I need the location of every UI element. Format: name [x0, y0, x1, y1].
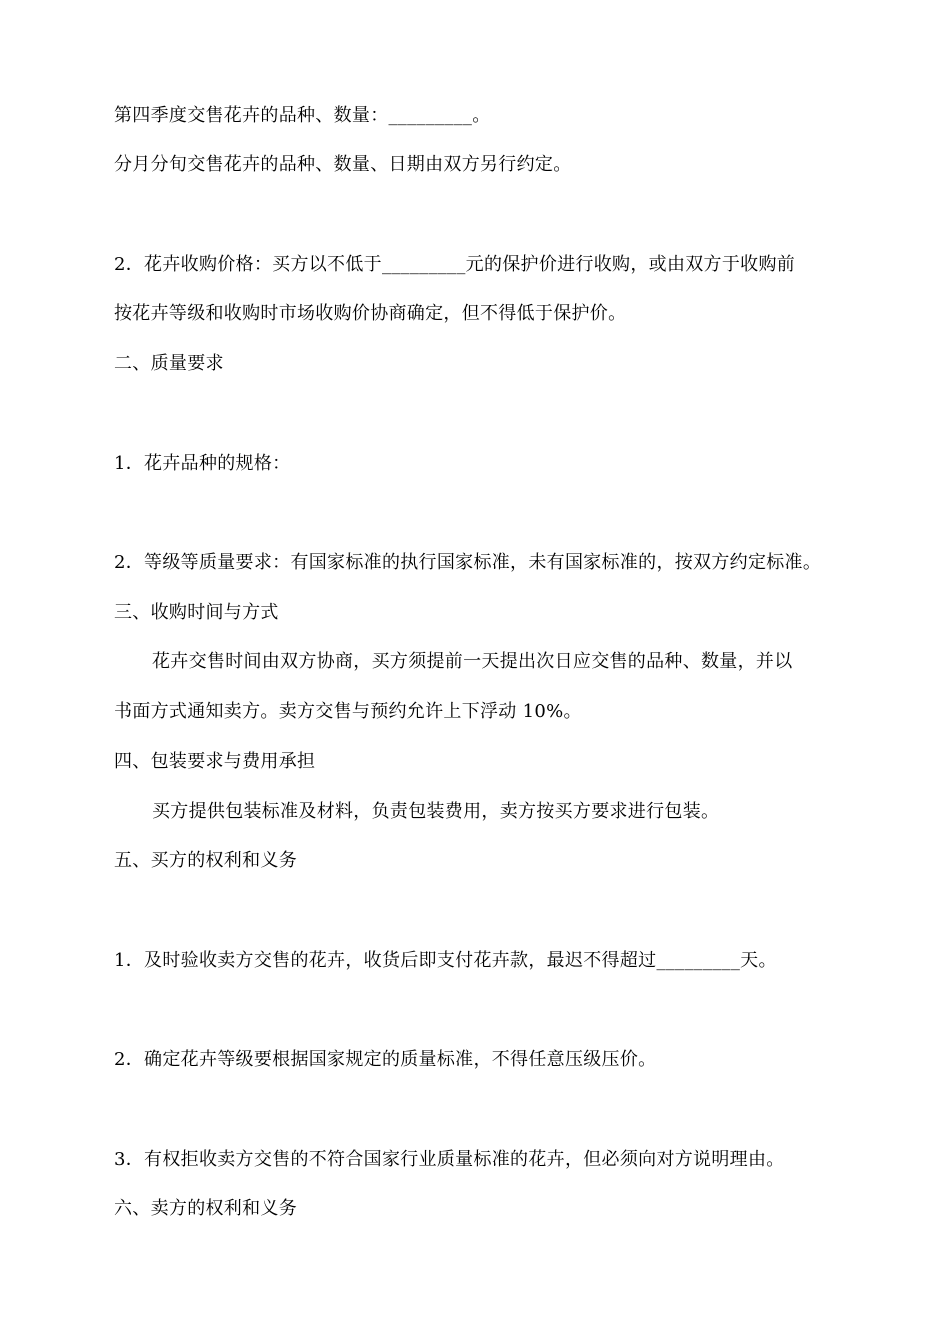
section-quality-heading: 二、质量要求 [114, 353, 224, 374]
section-buyer-rights-heading: 五、买方的权利和义务 [114, 850, 297, 871]
grade-quality-line: 2．等级等质量要求：有国家标准的执行国家标准，未有国家标准的，按双方约定标准。 [114, 552, 822, 573]
buyer-duty-1: 1．及时验收卖方交售的花卉，收货后即支付花卉款，最迟不得超过_________天。 [114, 950, 777, 971]
delivery-time-line-2: 书面方式通知卖方。卖方交售与预约允许上下浮动 10%。 [114, 701, 582, 722]
buyer-duty-2: 2．确定花卉等级要根据国家规定的质量标准，不得任意压级压价。 [114, 1049, 657, 1070]
variety-spec-line: 1．花卉品种的规格： [114, 453, 291, 474]
buyer-duty-3: 3．有权拒收卖方交售的不符合国家行业质量标准的花卉，但必须向对方说明理由。 [114, 1149, 785, 1170]
purchase-price-line-2: 按花卉等级和收购时市场收购价协商确定，但不得低于保护价。 [114, 303, 627, 324]
monthly-delivery-line: 分月分旬交售花卉的品种、数量、日期由双方另行约定。 [114, 154, 572, 175]
section-time-method-heading: 三、收购时间与方式 [114, 602, 279, 623]
q4-variety-quantity-line: 第四季度交售花卉的品种、数量：_________。 [114, 105, 491, 126]
packaging-line: 买方提供包装标准及材料，负责包装费用，卖方按买方要求进行包装。 [152, 801, 720, 822]
section-seller-rights-heading: 六、卖方的权利和义务 [114, 1198, 297, 1219]
purchase-price-line-1: 2．花卉收购价格：买方以不低于_________元的保护价进行收购，或由双方于收购前 [114, 254, 796, 275]
section-packaging-heading: 四、包装要求与费用承担 [114, 751, 316, 772]
delivery-time-line-1: 花卉交售时间由双方协商，买方须提前一天提出次日应交售的品种、数量，并以 [152, 651, 793, 672]
